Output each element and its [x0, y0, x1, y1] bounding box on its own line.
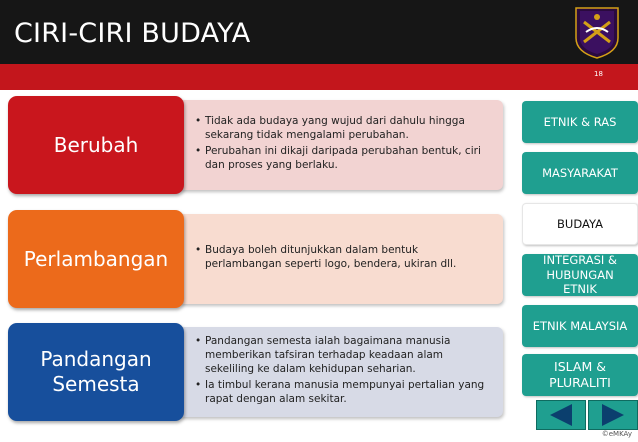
bullet-item: • Perubahan ini dikaji daripada perubahan bentuk, ciri dan proses yang berlaku.	[195, 145, 491, 173]
page-number: 18	[594, 70, 603, 78]
logo	[572, 4, 622, 60]
arrow-left-icon	[550, 404, 572, 426]
nav-masyarakat[interactable]: MASYARAKAT	[522, 152, 638, 194]
nav-etnik-ras[interactable]: ETNIK & RAS	[522, 101, 638, 143]
card-perlambangan-label: Perlambangan	[8, 210, 184, 308]
nav-integrasi[interactable]	[522, 254, 638, 296]
card-pandangan-content	[181, 327, 503, 417]
page-title: CIRI-CIRI BUDAYA	[14, 18, 251, 49]
bullet-item: • Tidak ada budaya yang wujud dari dahulu hingga sekarang tidak mengalami perubahan.	[195, 115, 491, 143]
nav-budaya[interactable]: BUDAYA	[522, 203, 638, 245]
prev-slide-button[interactable]	[536, 400, 586, 430]
card-pandangan-label-text: Pandangan Semesta	[40, 347, 152, 396]
nav-etnik-malaysia[interactable]: ETNIK MALAYSIA	[522, 305, 638, 347]
card-pandangan-list	[195, 335, 491, 408]
header-bar	[0, 0, 638, 64]
bullet-item: • Budaya boleh ditunjukkan dalam bentuk perlambangan seperti logo, bendera, ukiran dll.	[195, 244, 491, 272]
arrow-right-icon	[602, 404, 624, 426]
nav-islam-label: ISLAM & PLURALITI	[549, 358, 611, 390]
nav-integrasi-label: INTEGRASI & HUBUNGAN ETNIK	[543, 252, 617, 297]
card-berubah-label: Berubah	[8, 96, 184, 194]
nav-islam-pluraliti[interactable]	[522, 354, 638, 396]
footer-credit: ©eMKAy	[601, 430, 632, 438]
bullet-item: • Pandangan semesta ialah bagaimana manusia memberikan tafsiran terhadap keadaan alam sekeliling ke dalam kehidupan seharian.	[195, 335, 491, 377]
card-perlambangan-content	[181, 214, 503, 304]
red-band	[0, 64, 638, 90]
next-slide-button[interactable]	[588, 400, 638, 430]
card-pandangan-label	[8, 323, 184, 421]
bullet-item: • Ia timbul kerana manusia mempunyai pertalian yang rapat dengan alam sekitar.	[195, 379, 491, 407]
card-perlambangan-list	[195, 244, 491, 274]
card-berubah-content	[181, 100, 503, 190]
card-berubah-list	[195, 115, 491, 174]
